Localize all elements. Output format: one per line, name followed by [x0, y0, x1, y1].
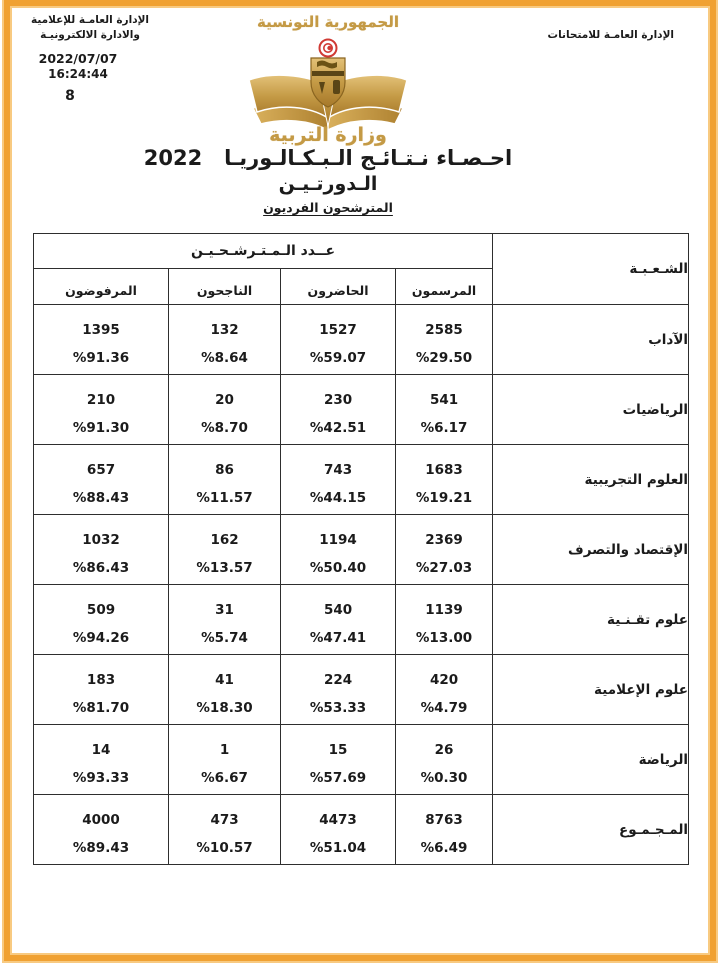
count-value: 473	[210, 812, 239, 828]
column-header-registered: المرسمون	[396, 269, 493, 305]
count-value: 183	[86, 672, 116, 688]
present-cell	[281, 585, 396, 655]
present-cell	[281, 725, 396, 795]
print-date: 2022/07/07	[38, 51, 118, 66]
count-value: 1139	[425, 602, 463, 618]
percentage-value: %8.70	[201, 420, 248, 436]
percentage-value: %18.30	[196, 700, 253, 716]
percentage-value: %13.57	[196, 560, 253, 576]
count-value: 1527	[319, 322, 357, 338]
present-cell	[281, 655, 396, 725]
passed-cell	[169, 515, 281, 585]
table-row	[34, 375, 689, 445]
count-value: 132	[210, 322, 239, 338]
count-value: 86	[215, 462, 234, 478]
section-name: علوم الإعلامية	[594, 681, 689, 698]
percentage-value: %88.43	[72, 490, 130, 506]
registered-cell	[396, 375, 493, 445]
count-value: 224	[323, 672, 353, 688]
percentage-value: %89.43	[72, 840, 130, 856]
passed-cell	[169, 375, 281, 445]
count-value: 162	[210, 532, 239, 548]
rejected-cell	[34, 375, 169, 445]
percentage-value: %0.30	[420, 770, 468, 786]
section-name-cell	[493, 795, 689, 865]
present-cell	[281, 795, 396, 865]
informatics-department-line2: والادارة الالكترونيـة	[40, 28, 140, 41]
count-value: 540	[323, 602, 353, 618]
percentage-value: %57.69	[309, 770, 367, 786]
percentage-value: %6.49	[420, 840, 468, 856]
print-time: 16:24:44	[48, 67, 108, 81]
table-row	[34, 655, 689, 725]
results-table	[33, 233, 689, 865]
count-value: 41	[215, 672, 234, 688]
percentage-value: %86.43	[72, 560, 130, 576]
passed-cell	[169, 585, 281, 655]
percentage-value: %42.51	[309, 420, 367, 436]
section-name: علوم تقـنـية	[607, 611, 689, 628]
section-column-header: الشـعـبـة	[493, 234, 689, 305]
section-name-cell	[493, 725, 689, 795]
count-value: 420	[429, 672, 459, 688]
section-name-cell	[493, 445, 689, 515]
percentage-value: %11.57	[196, 490, 253, 506]
header-center-column	[0, 0, 656, 230]
section-name: العلوم التجريبية	[584, 471, 689, 488]
percentage-value: %94.26	[72, 630, 130, 646]
passed-cell	[169, 445, 281, 515]
percentage-value: %27.03	[415, 560, 473, 576]
present-cell	[281, 375, 396, 445]
report-subtitle: المترشحون الفرديون	[263, 200, 393, 215]
section-name-cell	[493, 515, 689, 585]
section-name-cell	[493, 305, 689, 375]
ministry-name-calligraphy: وزارة التربية	[269, 124, 387, 146]
section-name: الإقتصاد والتصرف	[568, 541, 689, 558]
count-value: 2369	[425, 532, 463, 548]
page-number: 8	[65, 88, 75, 104]
percentage-value: %53.33	[309, 700, 367, 716]
percentage-value: %6.67	[201, 770, 248, 786]
registered-cell	[396, 515, 493, 585]
count-value: 1683	[425, 462, 463, 478]
count-value: 541	[429, 392, 459, 408]
section-name: المـجـمـوع	[618, 821, 689, 838]
ministry-emblem	[0, 38, 656, 138]
count-value: 26	[434, 742, 454, 758]
table-row	[34, 515, 689, 585]
table-row	[34, 795, 689, 865]
count-value: 657	[86, 462, 116, 478]
rejected-cell	[34, 445, 169, 515]
registered-cell	[396, 655, 493, 725]
present-cell	[281, 515, 396, 585]
count-value: 230	[323, 392, 353, 408]
table-row	[34, 305, 689, 375]
registered-cell	[396, 795, 493, 865]
count-value: 20	[215, 392, 234, 408]
column-header-present: الحاضرون	[281, 269, 396, 305]
section-name: الرياضيات	[622, 401, 689, 418]
rejected-cell	[34, 795, 169, 865]
percentage-value: %91.30	[72, 420, 130, 436]
percentage-value: %50.40	[309, 560, 367, 576]
table-row	[34, 585, 689, 655]
count-value: 1	[219, 742, 230, 758]
registered-cell	[396, 725, 493, 795]
percentage-value: %29.50	[415, 350, 473, 366]
count-value: 743	[323, 462, 353, 478]
present-cell	[281, 305, 396, 375]
percentage-value: %6.17	[420, 420, 468, 436]
percentage-value: %91.36	[72, 350, 130, 366]
percentage-value: %19.21	[415, 490, 473, 506]
rejected-cell	[34, 585, 169, 655]
report-title: احـصـاء نـتـائـج الـبـكـالـوريـا 2022	[143, 146, 513, 170]
registered-cell	[396, 445, 493, 515]
informatics-department-line1: الإدارة العامـة للإعلامية	[30, 14, 150, 26]
percentage-value: %81.70	[72, 700, 130, 716]
table-row	[34, 725, 689, 795]
percentage-value: %93.33	[72, 770, 130, 786]
count-value: 15	[328, 742, 348, 758]
passed-cell	[169, 795, 281, 865]
exams-department-label: الإدارة العامـة للامتحانات	[547, 29, 674, 41]
section-name-cell	[493, 375, 689, 445]
percentage-value: %59.07	[309, 350, 367, 366]
rejected-cell	[34, 305, 169, 375]
tunisia-emblem-book-icon	[223, 38, 433, 134]
section-name: الرياضة	[638, 751, 689, 768]
count-value: 509	[86, 602, 116, 618]
column-header-passed: الناجحون	[169, 269, 281, 305]
passed-cell	[169, 725, 281, 795]
count-value: 4000	[82, 812, 120, 828]
count-value: 14	[91, 742, 111, 758]
percentage-value: %47.41	[309, 630, 367, 646]
percentage-value: %8.64	[201, 350, 248, 366]
count-value: 1395	[82, 322, 120, 338]
count-value: 210	[86, 392, 116, 408]
report-title-sessions: الـدورتـيـن	[278, 173, 378, 195]
table-row	[34, 445, 689, 515]
percentage-value: %4.79	[420, 700, 468, 716]
percentage-value: %44.15	[309, 490, 367, 506]
section-name-cell	[493, 585, 689, 655]
candidates-count-header: عــدد الـمـتـرشـحـيـن	[34, 234, 493, 269]
percentage-value: %13.00	[415, 630, 473, 646]
percentage-value: %10.57	[196, 840, 253, 856]
present-cell	[281, 445, 396, 515]
count-value: 2585	[425, 322, 463, 338]
count-value: 4473	[319, 812, 357, 828]
count-value: 1194	[319, 532, 357, 548]
passed-cell	[169, 305, 281, 375]
count-value: 8763	[425, 812, 463, 828]
rejected-cell	[34, 515, 169, 585]
section-name-cell	[493, 655, 689, 725]
count-value: 1032	[82, 532, 120, 548]
column-header-rejected: المرفوضون	[34, 269, 169, 305]
passed-cell	[169, 655, 281, 725]
percentage-value: %51.04	[309, 840, 367, 856]
percentage-value: %5.74	[201, 630, 248, 646]
republic-name-calligraphy: الجمهورية التونسية	[257, 13, 399, 31]
rejected-cell	[34, 725, 169, 795]
count-value: 31	[215, 602, 234, 618]
rejected-cell	[34, 655, 169, 725]
section-name: الآداب	[648, 331, 689, 348]
registered-cell	[396, 585, 493, 655]
registered-cell	[396, 305, 493, 375]
